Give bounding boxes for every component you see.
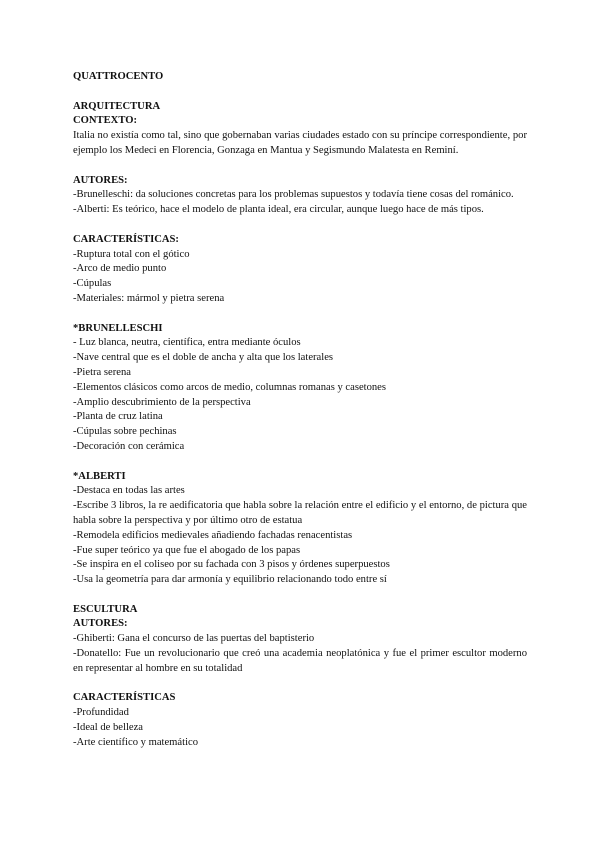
list-item-alberti: -Se inspira en el coliseo por su fachada con 3 pisos y órdenes superpuestos <box>73 559 390 571</box>
list-item-brunelleschi: -Amplio descubrimiento de la perspectiva <box>73 396 251 408</box>
list-item-brunelleschi: -Decoración con cerámica <box>73 440 185 452</box>
subheading-caracteristicas: CARACTERÍSTICAS <box>73 692 176 704</box>
list-item-brunelleschi: -Nave central que es el doble de ancha y alta que los laterales <box>73 352 334 364</box>
list-item-autor: -Donatello: Fue un revolucionario que creó una academia neoplatónica y fue el primer escultor moderno en representar al hombre en su totalidad <box>73 648 527 674</box>
subheading-alberti: *ALBERTI <box>73 470 126 482</box>
subheading-autores: AUTORES: <box>73 174 128 186</box>
list-item-alberti: -Escribe 3 libros, la re aedificatoria que habla sobre la relación entre el edificio y el entorno, de pictura que habla sobre la perspectiva y por último otro de estatua <box>73 500 527 526</box>
spacer <box>73 307 527 322</box>
section-heading-arquitectura: ARQUITECTURA <box>73 100 161 112</box>
spacer <box>73 218 527 233</box>
document-page <box>73 70 527 751</box>
list-item-autor: -Ghiberti: Gana el concurso de las puertas del baptisterio <box>73 633 315 645</box>
list-item-caracteristica: -Ruptura total con el gótico <box>73 248 190 260</box>
list-item-alberti: -Remodela edificios medievales añadiendo fachadas renacentistas <box>73 529 353 541</box>
list-item-caracteristica: -Materiales: mármol y pietra serena <box>73 292 225 304</box>
list-item-caracteristica: -Ideal de belleza <box>73 722 143 734</box>
section-heading-escultura: ESCULTURA <box>73 603 138 615</box>
subheading-brunelleschi: *BRUNELLESCHI <box>73 322 163 334</box>
spacer <box>73 588 527 603</box>
list-item-caracteristica: -Profundidad <box>73 707 129 719</box>
subheading-autores: AUTORES: <box>73 618 128 630</box>
spacer <box>73 159 527 174</box>
list-item-brunelleschi: - Luz blanca, neutra, científica, entra mediante óculos <box>73 337 301 349</box>
list-item-brunelleschi: -Planta de cruz latina <box>73 411 163 423</box>
list-item-caracteristica: -Cúpulas <box>73 278 112 290</box>
list-item-autor: -Alberti: Es teórico, hace el modelo de planta ideal, era circular, aunque luego hace de más tipos. <box>73 204 484 216</box>
spacer <box>73 677 527 692</box>
contexto-paragraph: Italia no existía como tal, sino que gobernaban varias ciudades estado con su príncipe correspondiente, por ejemplo los Medeci en Florencia, Gonzaga en Mantua y Segismundo Malatesta en Reminí. <box>73 130 527 156</box>
spacer <box>73 455 527 470</box>
spacer <box>73 85 527 100</box>
subheading-contexto: CONTEXTO: <box>73 115 137 127</box>
list-item-autor: -Brunelleschi: da soluciones concretas para los problemas supuestos y todavía tiene cosas del románico. <box>73 189 514 201</box>
list-item-caracteristica: -Arco de medio punto <box>73 263 167 275</box>
list-item-alberti: -Destaca en todas las artes <box>73 485 185 497</box>
list-item-brunelleschi: -Cúpulas sobre pechinas <box>73 426 177 438</box>
list-item-alberti: -Usa la geometría para dar armonía y equilibrio relacionando todo entre sí <box>73 574 387 586</box>
section-arquitectura <box>73 100 527 603</box>
document-title: QUATTROCENTO <box>73 71 164 82</box>
list-item-brunelleschi: -Elementos clásicos como arcos de medio, columnas romanas y casetones <box>73 381 387 393</box>
section-escultura <box>73 603 527 751</box>
list-item-alberti: -Fue super teórico ya que fue el abogado de los papas <box>73 544 301 556</box>
list-item-caracteristica: -Arte científico y matemático <box>73 736 199 748</box>
subheading-caracteristicas: CARACTERÍSTICAS: <box>73 233 179 245</box>
list-item-brunelleschi: -Pietra serena <box>73 366 131 378</box>
